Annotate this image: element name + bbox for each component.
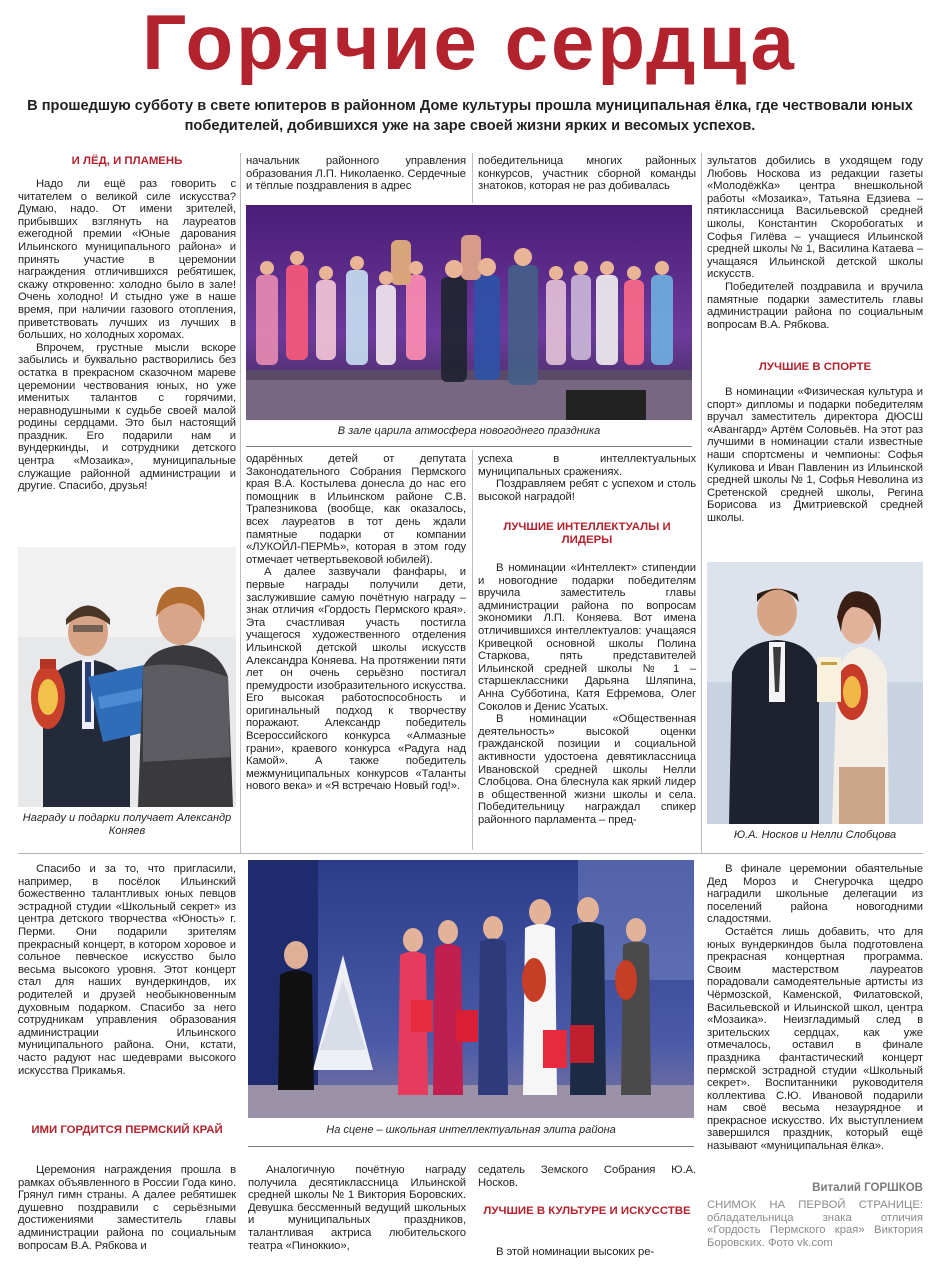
paragraph: Остаётся лишь добавить, что для юных вундеркиндов была подготовлена прекрасная концертная программа. Своим мастерством лауреатов порадовали самодеятельные артисты из Чёрмозской, Каменской, Филатовской, Васильевской и Ильинской школ, центра «Мозаика». Неизгладимый след в зрительских сердцах, как уже отмечалось, оставил в финале праздника фантастический концерт пермской эстрадной студии «Школьный секрет». Воспитанники руководителя коллектива С.Ю. Ивановой подарили нам своё весьма незаурядное и прекрасное искусство. Их выступлением завершился праздник, который ещё называют «муниципальная ёлка». bbox=[707, 925, 923, 1153]
photo-stage-elite bbox=[248, 860, 694, 1118]
photo-konyaev bbox=[18, 547, 236, 807]
column-divider bbox=[701, 153, 702, 853]
paragraph: победительница многих районных конкурсов, участник сборной команды знатоков, которая не раз добивалась bbox=[478, 155, 696, 193]
article-column-3e bbox=[478, 1246, 696, 1259]
photo-hall-performance bbox=[246, 205, 692, 420]
article-column-4a bbox=[707, 155, 923, 331]
caption-stage: На сцене – школьная интеллектуальная элита района bbox=[326, 1124, 616, 1136]
article-column-3b bbox=[478, 453, 696, 503]
paragraph: начальник районного управления образования Л.П. Николаенко. Сердечные и тёплые поздравления в адрес bbox=[246, 155, 466, 193]
headline: Горячие сердца bbox=[142, 0, 797, 86]
paragraph: А далее зазвучали фанфары, и первые награды получили дети, заслужившие самую почётную награду – знак отличия «Гордость Пермского края». Эта счастливая участь постигла учащегося художественного отделения Ильинской детской школы искусств Александра Коняева. На протяжении пяти лет он очень серьёзно постигал премудрости изобразительного искусства. Его высокая работоспособность и оригинальный подход к творчеству поражают. Александр победитель Всероссийского конкурса «Алмазные грани», краевого конкурса «Радуга над Камой». А также победитель межмуниципальных конкурсов «Таланты нового века» и «Я встречаю Новый год!». bbox=[246, 566, 466, 793]
caption-rule bbox=[248, 1146, 694, 1147]
paragraph: Аналогичную почётную награду получила десятиклассница Ильинской средней школы № 1 Виктория Боровских. Девушка бессменный ведущий школьных и муниципальных праздников, талантливая актриса любительского театра «Пиноккио», bbox=[248, 1164, 466, 1252]
section-heading-ice-fire: И ЛЁД, И ПЛАМЕНЬ bbox=[71, 155, 183, 167]
caption-noskov: Ю.А. Носков и Нелли Слобцова bbox=[733, 829, 897, 841]
paragraph: Впрочем, грустные мысли вскоре забылись и буквально растворились без остатка в прекрасном сказочном мареве церемонии чествования юных, но уже именитых талантов с горячими, неравнодушными к судьбе своей малой родины сердцами. Это был настоящий праздник. Его подарили нам и вундеркинды, и сотрудники детского центра «Мозаика», муниципальные служащие районной администрации и другие. Спасибо, друзья! bbox=[18, 341, 236, 493]
paragraph: В номинации «Физическая культура и спорт» дипломы и подарки победителям вручал заместитель директора ДЮСШ «Авангард» Артём Соловьёв. На этот раз лучшими в номинации стали известные наши спортсмены и чемпионы: Софья Куликова и Иван Павленин из Ильинской средней школы № 1, Софья Неволина из Сретенской средней школы, Регина Борисова из Дмитриевской средней школы. bbox=[707, 386, 923, 524]
column-divider bbox=[472, 450, 473, 850]
article-column-2b bbox=[246, 453, 466, 793]
paragraph: Церемония награждения прошла в рамках объявленного в России Года кино. Грянул гимн страны. А далее ребятишек душевно поздравили с серьёзными достижениями заместитель главы администрации района по социальным вопросам В.А. Рябкова и bbox=[18, 1164, 236, 1252]
lead-paragraph: В прошедшую субботу в свете юпитеров в районном Доме культуры прошла муниципальная ёлка, где чествовали юных победителей, добившихся уже на заре своей жизни ярких и весомых успехов. bbox=[27, 98, 913, 134]
paragraph: Надо ли ещё раз говорить с читателем о великой силе искусства? Думаю, надо. От имени зрителей, прибывших взглянуть на лауреатов ежегодной премии «Юные дарования Ильинского муниципального района» и принять участие в церемонии награждения отличившихся ребятишек, скажу откровенно: холодно было в зале! Очень холодно! И стыдно уже в наше время, при наличии газового отопления, приветствовать лучших из лучших в больших, но холодных хоромах. bbox=[18, 178, 236, 342]
article-column-1c bbox=[18, 863, 236, 1077]
author-byline: Виталий ГОРШКОВ bbox=[812, 1182, 923, 1194]
paragraph: седатель Земского Собрания Ю.А. Носков. bbox=[478, 1164, 696, 1189]
paragraph: Победителей поздравила и вручила памятные подарки заместитель главы администрации района по социальным вопросам В.А. Рябкова. bbox=[707, 280, 923, 331]
photo-noskov-slobtsova bbox=[707, 562, 923, 824]
section-heading-sport: ЛУЧШИЕ В СПОРТЕ bbox=[758, 361, 872, 373]
article-column-1a bbox=[18, 178, 236, 493]
caption-hall: В зале царила атмосфера новогоднего праздника bbox=[337, 425, 601, 437]
paragraph: В этой номинации высоких ре- bbox=[496, 1246, 655, 1258]
paragraph: одарённых детей от депутата Законодательного Собрания Пермского края В.А. Костылева донесла до нас его помощник в Ильинском районе С.В. Трапезникова (вообще, как оказалось, всех лауреатов в тот день ждали памятные подарки от компании «ЛУКОЙЛ-ПЕРМЬ», которая в этом году отмечает четвертьвековой юбилей). bbox=[246, 453, 466, 566]
article-column-3a bbox=[478, 155, 696, 193]
section-heading-culture: ЛУЧШИЕ В КУЛЬТУРЕ И ИСКУССТВЕ bbox=[483, 1205, 691, 1217]
photo-credit-note: СНИМОК НА ПЕРВОЙ СТРАНИЦЕ: обладательница знака отличия «Гордость Пермского края» Виктория Боровских. Фото vk.com bbox=[707, 1199, 923, 1249]
paragraph: В номинации «Интеллект» стипендии и новогодние подарки победителям вручила заместитель главы администрации района по вопросам экономики Л.П. Коняева. Вот имена отличившихся интеллектуалов: учащаяся Кривецкой основной школы Полина Старкова, пять представителей Ильинской средней школы № 1 – старшеклассники Дарьяна Шляпина, Анна Субботина, Катя Ефремова, Олег Соколов и Денис Усатых. bbox=[478, 562, 696, 713]
article-column-2a bbox=[246, 155, 466, 193]
paragraph: успеха в интеллектуальных муниципальных сражениях. bbox=[478, 453, 696, 478]
section-heading-perm-proud: ИМИ ГОРДИТСЯ ПЕРМСКИЙ КРАЙ bbox=[31, 1124, 223, 1136]
article-column-4c bbox=[707, 863, 923, 1153]
paragraph: В финале церемонии обаятельные Дед Мороз и Снегурочка щедро наградили школьные делегации из поселений района новогодними сладостями. bbox=[707, 863, 923, 926]
caption-konyaev: Награду и подарки получает Александр Коняев bbox=[22, 812, 232, 837]
paragraph: Поздравляем ребят с успехом и столь высокой наградой! bbox=[478, 478, 696, 503]
article-column-2d bbox=[248, 1164, 466, 1252]
paragraph: зультатов добились в уходящем году Любовь Носкова из редакции газеты «МолодёжКа» центра внешкольной работы «Мозаика», Татьяна Едзиева – пятиклассница Васильевской средней школы, Константин Скоробогатых и Софья Гилёва – учащиеся Ильинской средней школы № 1, Василина Катаева – учащаяся Ильинской детской школы искусств. bbox=[707, 155, 923, 281]
article-column-3d bbox=[478, 1164, 696, 1189]
column-divider bbox=[240, 153, 241, 853]
article-column-1d bbox=[18, 1164, 236, 1252]
article-column-4b bbox=[707, 386, 923, 525]
section-heading-intellectuals: ЛУЧШИЕ ИНТЕЛЛЕКТУАЛЫ И ЛИДЕРЫ bbox=[503, 521, 671, 546]
caption-rule bbox=[246, 446, 692, 447]
article-column-3c bbox=[478, 562, 696, 826]
paragraph: В номинации «Общественная деятельность» высокой оценки гражданской позиции и социальной активности удостоена девятиклассница Ивановской средней школы Нелли Слобцова. Она блеснула как яркий лидер в общественной жизни школы и села. Победительницу награждал спикер районного парламента – пред- bbox=[478, 713, 696, 826]
section-divider bbox=[18, 853, 923, 854]
paragraph: Спасибо и за то, что пригласили, например, в посёлок Ильинский божественно талантливых юных певцов эстрадной студии «Школьный секрет» из центра детского творчества «Юность» г. Перми. Они подарили зрителям прекрасный концерт, в котором хоровое и сольное певческое искусство было весьма высокого уровня. Этот концерт стал для наших вундеркиндов, их родителей и друзей необыкновенным духовным подарком. Спасибо за него сотрудникам управления образования администрации Ильинского муниципального района. Они, кстати, часто радуют нас шедеврами высокого искусства Прикамья. bbox=[18, 863, 236, 1077]
column-divider bbox=[472, 153, 473, 203]
